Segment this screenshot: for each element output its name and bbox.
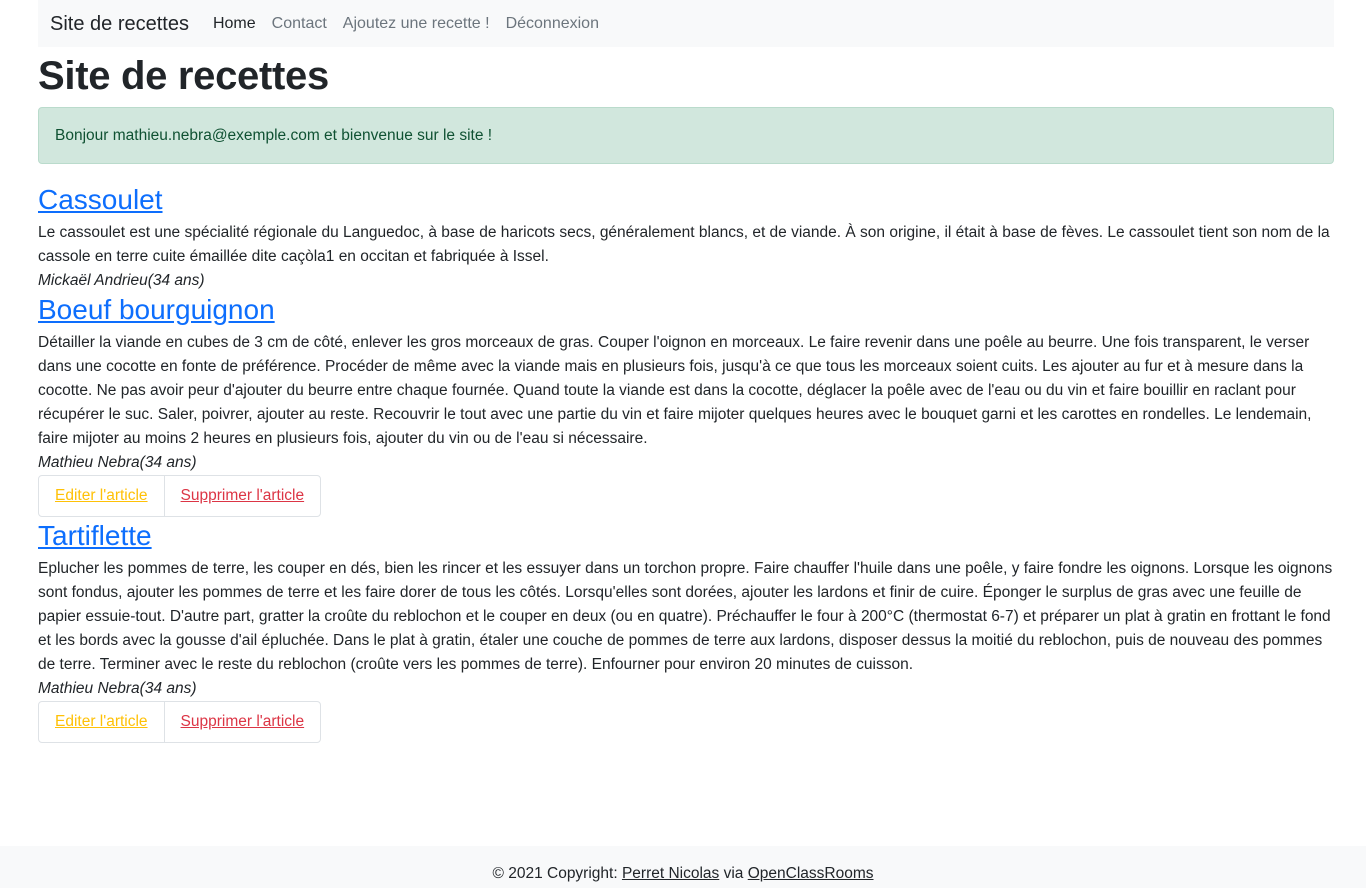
delete-article-button[interactable]: Supprimer l'article xyxy=(164,476,321,516)
recipe-actions xyxy=(38,475,321,517)
navbar-brand[interactable]: Site de recettes xyxy=(50,13,189,35)
recipe-title-link[interactable]: Boeuf bourguignon xyxy=(38,294,275,325)
footer-platform-link[interactable]: OpenClassRooms xyxy=(747,865,874,882)
nav-contact-link[interactable]: Contact xyxy=(271,14,327,32)
recipe-author: Mathieu Nebra(34 ans) xyxy=(38,680,197,697)
recipe-article xyxy=(38,293,1334,517)
delete-article-button[interactable]: Supprimer l'article xyxy=(164,702,321,742)
recipe-actions xyxy=(38,701,321,743)
edit-article-button[interactable]: Editer l'article xyxy=(55,713,148,730)
recipe-title-link[interactable]: Tartiflette xyxy=(38,520,152,551)
main-container xyxy=(38,0,1334,743)
footer-via: via xyxy=(719,865,748,882)
recipe-author: Mathieu Nebra(34 ans) xyxy=(38,454,197,471)
recipe-author: Mickaël Andrieu(34 ans) xyxy=(38,272,205,289)
recipe-description: Eplucher les pommes de terre, les couper en dés, bien les rincer et les essuyer dans un torchon propre. Faire chauffer l'huile dans une poêle, y faire fondre les oignons. Lorsque les oignons sont fondus, ajouter les pommes de terre et les faire dorer de tous les côtés. Lorsqu'elles sont dorées, ajouter les lardons et finir de cuire. Éponger le surplus de gras avec une feuille de papier essuie-tout. D'autre part, gratter la croûte du reblochon et le couper en deux (ou en quatre). Préchauffer le four à 200°C (thermostat 6-7) et préparer un plat à gratin en frottant le fond et les bords avec la gousse d'ail épluchée. Dans le plat à gratin, étaler une couche de pommes de terre aux lardons, disposer dessus la moitié du reblochon, puis de nouveau des pommes de terre. Terminer avec le reste du reblochon (croûte vers les pommes de terre). Enfourner pour environ 20 minutes de cuisson. xyxy=(38,560,1333,673)
nav-add-recipe-link[interactable]: Ajoutez une recette ! xyxy=(342,14,490,32)
edit-article-button[interactable]: Editer l'article xyxy=(55,487,148,504)
footer-author-link[interactable]: Perret Nicolas xyxy=(621,865,720,882)
footer xyxy=(0,846,1366,888)
recipe-article xyxy=(38,519,1334,743)
welcome-alert: Bonjour mathieu.nebra@exemple.com et bienvenue sur le site ! xyxy=(38,107,1334,164)
footer-copyright: © 2021 Copyright: xyxy=(492,865,622,882)
recipe-article xyxy=(38,183,1334,293)
nav-home-link[interactable]: Home xyxy=(212,14,256,32)
recipe-title-link[interactable]: Cassoulet xyxy=(38,184,163,215)
recipe-description: Le cassoulet est une spécialité régionale du Languedoc, à base de haricots secs, généralement blancs, et de viande. À son origine, il était à base de fèves. Le cassoulet tient son nom de la cassole en terre cuite émaillée dite caçòla1 en occitan et fabriquée à Issel. xyxy=(38,224,1330,265)
recipe-description: Détailler la viande en cubes de 3 cm de côté, enlever les gros morceaux de gras. Couper l'oignon en morceaux. Le faire revenir dans une poêle au beurre. Une fois transparent, le verser dans une cocotte en fonte de préférence. Procéder de même avec la viande mais en plusieurs fois, jusqu'à ce que tous les morceaux soient cuits. Les ajouter au fur et à mesure dans la cocotte. Ne pas avoir peur d'ajouter du beurre entre chaque fournée. Quand toute la viande est dans la cocotte, déglacer la poêle avec de l'eau ou du vin et faire bouillir en raclant pour récupérer le suc. Saler, poivrer, ajouter au reste. Recouvrir le tout avec une partie du vin et faire mijoter quelques heures avec le bouquet garni et les carottes en rondelles. Le lendemain, faire mijoter au moins 2 heures en plusieurs fois, ajouter du vin ou de l'eau si nécessaire. xyxy=(38,334,1312,447)
navbar xyxy=(38,0,1334,47)
page-title: Site de recettes xyxy=(38,54,329,98)
nav-logout-link[interactable]: Déconnexion xyxy=(505,14,599,32)
